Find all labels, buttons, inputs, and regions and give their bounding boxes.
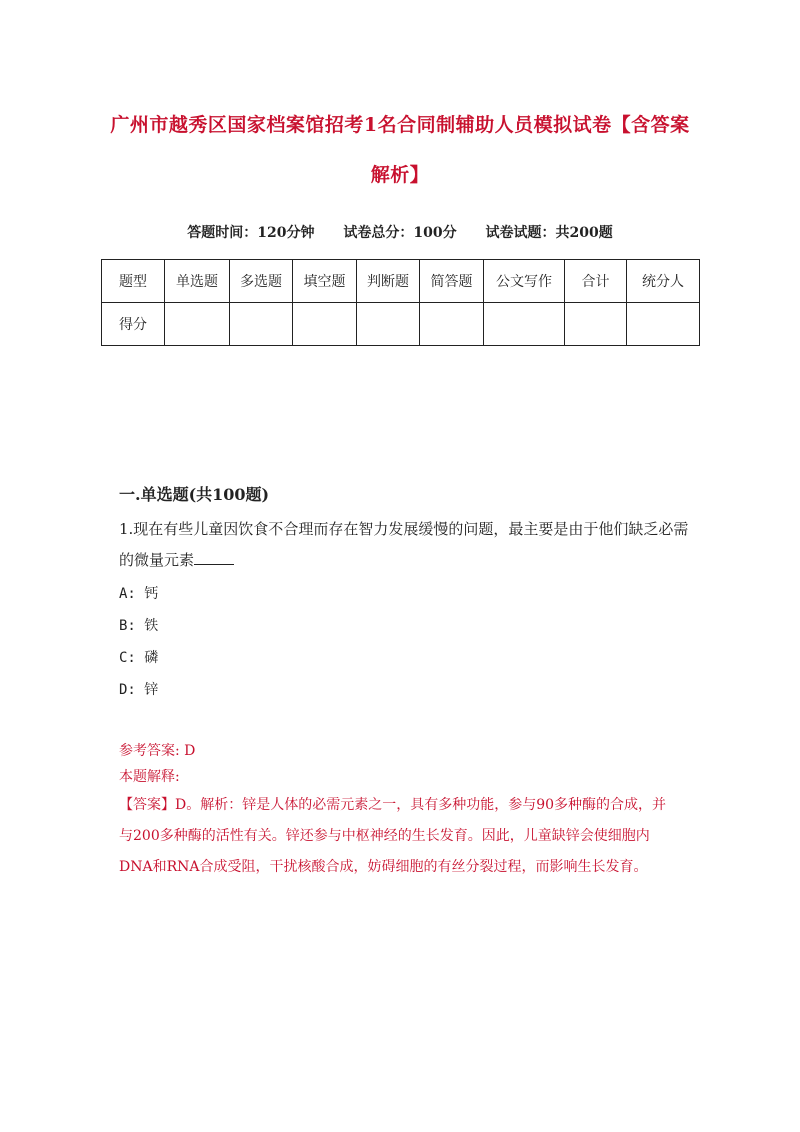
header-cell: 公文写作 — [484, 260, 565, 303]
header-cell: 单选题 — [165, 260, 230, 303]
score-cell[interactable] — [484, 303, 565, 346]
question-text: 1.现在有些儿童因饮食不合理而存在智力发展缓慢的问题，最主要是由于他们缺乏必需的微量元素 — [119, 520, 689, 569]
answer-block — [119, 738, 699, 883]
score-cell[interactable] — [420, 303, 484, 346]
explanation-text: 【答案】D。解析：锌是人体的必需元素之一，具有多种功能，参与90多种酶的合成，并与200多种酶的活性有关。锌还参与中枢神经的生长发育。因此，儿童缺锌会使细胞内DNA和RNA合成受阻，干扰核酸合成，妨碍细胞的有丝分裂过程，而影响生长发育。 — [119, 797, 667, 875]
answer-blank — [194, 550, 234, 565]
option-a[interactable]: A: 钙 — [119, 586, 159, 602]
score-table-score-row — [102, 303, 700, 346]
header-cell: 统分人 — [627, 260, 700, 303]
exam-time: 答题时间：120分钟 — [187, 225, 315, 241]
header-cell: 合计 — [565, 260, 627, 303]
option-c[interactable]: C: 磷 — [119, 650, 159, 666]
score-cell[interactable] — [230, 303, 293, 346]
header-cell: 简答题 — [420, 260, 484, 303]
header-cell: 填空题 — [293, 260, 357, 303]
option-d[interactable]: D: 锌 — [119, 682, 159, 698]
score-cell[interactable] — [627, 303, 700, 346]
explanation-label: 本题解释: — [119, 769, 180, 785]
question-stem — [119, 514, 699, 576]
score-table — [101, 259, 700, 346]
section-title: 一.单选题(共100题) — [119, 485, 270, 504]
exam-meta — [0, 222, 800, 242]
row-label-cell: 得分 — [102, 303, 165, 346]
score-cell[interactable] — [293, 303, 357, 346]
options-list — [119, 578, 158, 706]
score-cell[interactable] — [165, 303, 230, 346]
reference-answer: 参考答案: D — [119, 743, 196, 759]
score-cell[interactable] — [357, 303, 420, 346]
score-table-header-row — [102, 260, 700, 303]
header-cell: 判断题 — [357, 260, 420, 303]
exam-question-count: 试卷试题：共200题 — [485, 225, 613, 241]
exam-total-score: 试卷总分：100分 — [343, 225, 457, 241]
option-b[interactable]: B: 铁 — [119, 618, 159, 634]
header-cell: 多选题 — [230, 260, 293, 303]
header-cell: 题型 — [102, 260, 165, 303]
page-title: 广州市越秀区国家档案馆招考1名合同制辅助人员模拟试卷【含答案解析】 — [110, 114, 690, 186]
score-cell[interactable] — [565, 303, 627, 346]
